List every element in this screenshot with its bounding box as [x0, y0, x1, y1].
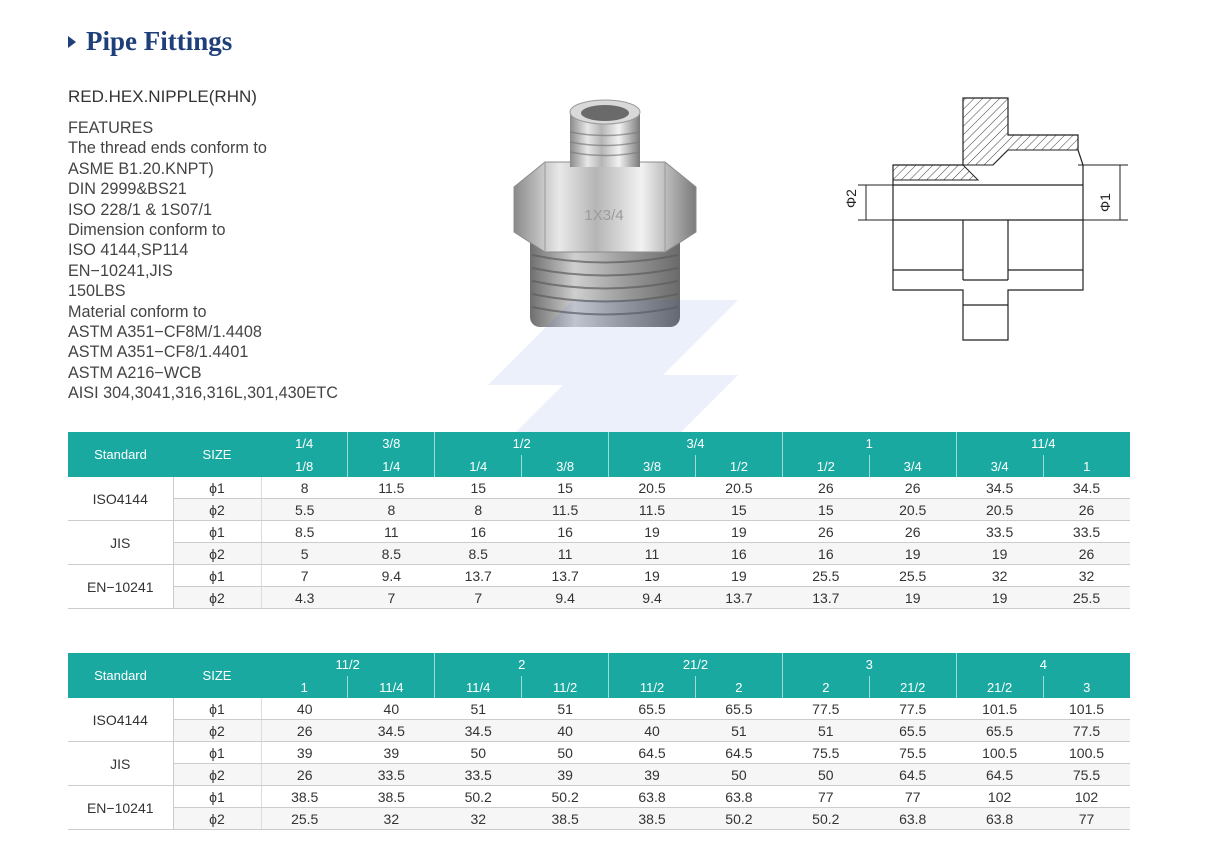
- feature-line: 150LBS: [68, 282, 126, 301]
- feature-line: FEATURES: [68, 119, 154, 137]
- header-sub-size: 11/4: [435, 676, 522, 698]
- dimension-label: ϕ1: [173, 565, 261, 587]
- feature-line: ISO 228/1 & 1S07/1: [68, 200, 212, 219]
- header-sub-size: 2: [695, 676, 782, 698]
- feature-line: EN−10241,JIS: [68, 261, 173, 280]
- dimension-label: ϕ2: [173, 808, 261, 830]
- header-size-group: 3/8: [348, 432, 435, 455]
- value-cell: 101.5: [1043, 698, 1130, 720]
- value-cell: 25.5: [261, 808, 348, 830]
- header-sub-size: 1/4: [348, 455, 435, 477]
- value-cell: 26: [261, 720, 348, 742]
- value-cell: 20.5: [956, 499, 1043, 521]
- table-row: [68, 565, 1130, 587]
- value-cell: 16: [522, 521, 609, 543]
- value-cell: 51: [695, 720, 782, 742]
- value-cell: 15: [695, 499, 782, 521]
- value-cell: 11.5: [348, 477, 435, 499]
- value-cell: 8.5: [261, 521, 348, 543]
- value-cell: 7: [435, 587, 522, 609]
- value-cell: 64.5: [609, 742, 696, 764]
- value-cell: 38.5: [522, 808, 609, 830]
- dimension-label: ϕ1: [173, 521, 261, 543]
- value-cell: 5.5: [261, 499, 348, 521]
- features-list: [68, 118, 338, 404]
- value-cell: 34.5: [435, 720, 522, 742]
- value-cell: 8: [261, 477, 348, 499]
- value-cell: 75.5: [869, 742, 956, 764]
- table-row: [68, 698, 1130, 720]
- value-cell: 38.5: [348, 786, 435, 808]
- value-cell: 11: [609, 543, 696, 565]
- standard-cell: EN−10241: [68, 565, 173, 609]
- standard-cell: ISO4144: [68, 698, 173, 742]
- value-cell: 8.5: [348, 543, 435, 565]
- value-cell: 8: [435, 499, 522, 521]
- value-cell: 40: [522, 720, 609, 742]
- value-cell: 65.5: [695, 698, 782, 720]
- value-cell: 65.5: [956, 720, 1043, 742]
- value-cell: 39: [609, 764, 696, 786]
- value-cell: 32: [956, 565, 1043, 587]
- header-sub-size: 1: [261, 676, 348, 698]
- value-cell: 50.2: [435, 786, 522, 808]
- value-cell: 102: [1043, 786, 1130, 808]
- value-cell: 25.5: [869, 565, 956, 587]
- table-row: [68, 521, 1130, 543]
- header-size-group: 1: [782, 432, 956, 455]
- triangle-bullet-icon: [68, 36, 76, 48]
- value-cell: 77: [782, 786, 869, 808]
- value-cell: 34.5: [1043, 477, 1130, 499]
- value-cell: 16: [782, 543, 869, 565]
- header-sub-size: 3/4: [869, 455, 956, 477]
- feature-line: DIN 2999&BS21: [68, 180, 187, 199]
- header-sub-size: 21/2: [956, 676, 1043, 698]
- header-size-group: 11/2: [261, 653, 435, 676]
- standard-cell: JIS: [68, 742, 173, 786]
- header-size-group: 21/2: [609, 653, 783, 676]
- value-cell: 63.8: [695, 786, 782, 808]
- value-cell: 13.7: [522, 565, 609, 587]
- table-row: [68, 786, 1130, 808]
- value-cell: 51: [435, 698, 522, 720]
- value-cell: 32: [1043, 565, 1130, 587]
- value-cell: 33.5: [1043, 521, 1130, 543]
- value-cell: 50: [782, 764, 869, 786]
- table-row: [68, 742, 1130, 764]
- value-cell: 11.5: [522, 499, 609, 521]
- dimension-label: ϕ2: [173, 499, 261, 521]
- table-row: [68, 808, 1130, 830]
- value-cell: 33.5: [435, 764, 522, 786]
- value-cell: 19: [869, 543, 956, 565]
- value-cell: 20.5: [695, 477, 782, 499]
- dimension-phi2: Φ2: [843, 189, 859, 208]
- value-cell: 50.2: [695, 808, 782, 830]
- value-cell: 51: [782, 720, 869, 742]
- header-sub-size: 1/8: [261, 455, 348, 477]
- value-cell: 50.2: [782, 808, 869, 830]
- value-cell: 4.3: [261, 587, 348, 609]
- value-cell: 38.5: [261, 786, 348, 808]
- value-cell: 26: [782, 521, 869, 543]
- dimension-label: ϕ2: [173, 543, 261, 565]
- header-sub-size: 11/4: [348, 676, 435, 698]
- feature-line: ASTM A351−CF8/1.4401: [68, 343, 249, 362]
- standard-cell: JIS: [68, 521, 173, 565]
- feature-line: ASTM A216−WCB: [68, 363, 202, 382]
- value-cell: 13.7: [695, 587, 782, 609]
- dimension-label: ϕ1: [173, 698, 261, 720]
- value-cell: 16: [435, 521, 522, 543]
- standard-cell: ISO4144: [68, 477, 173, 521]
- value-cell: 50: [522, 742, 609, 764]
- table-row: [68, 764, 1130, 786]
- value-cell: 77: [869, 786, 956, 808]
- header-sub-size: 2: [782, 676, 869, 698]
- value-cell: 51: [522, 698, 609, 720]
- feature-line: ISO 4144,SP114: [68, 241, 189, 260]
- header-size: SIZE: [173, 432, 261, 477]
- dimension-label: ϕ1: [173, 786, 261, 808]
- value-cell: 65.5: [869, 720, 956, 742]
- table-row: [68, 543, 1130, 565]
- value-cell: 33.5: [348, 764, 435, 786]
- value-cell: 8: [348, 499, 435, 521]
- header-size-group: 1/4: [261, 432, 348, 455]
- value-cell: 11: [522, 543, 609, 565]
- value-cell: 32: [348, 808, 435, 830]
- dimension-table-2: [68, 653, 1130, 830]
- value-cell: 25.5: [782, 565, 869, 587]
- header-sub-size: 1/2: [782, 455, 869, 477]
- value-cell: 26: [782, 477, 869, 499]
- value-cell: 15: [435, 477, 522, 499]
- value-cell: 40: [609, 720, 696, 742]
- value-cell: 13.7: [435, 565, 522, 587]
- value-cell: 19: [695, 521, 782, 543]
- table-header-row: [68, 432, 1130, 455]
- value-cell: 5: [261, 543, 348, 565]
- header-sub-size: 1/2: [695, 455, 782, 477]
- value-cell: 63.8: [869, 808, 956, 830]
- header-size-group: 11/4: [956, 432, 1130, 455]
- value-cell: 26: [869, 521, 956, 543]
- value-cell: 7: [261, 565, 348, 587]
- header-sub-size: 1: [1043, 455, 1130, 477]
- value-cell: 20.5: [609, 477, 696, 499]
- value-cell: 19: [956, 543, 1043, 565]
- dimension-label: ϕ2: [173, 764, 261, 786]
- header-sub-size: 21/2: [869, 676, 956, 698]
- dimension-label: ϕ2: [173, 720, 261, 742]
- page-title: [68, 26, 232, 57]
- header-size-group: 4: [956, 653, 1130, 676]
- header-size-group: 2: [435, 653, 609, 676]
- value-cell: 50: [435, 742, 522, 764]
- value-cell: 100.5: [1043, 742, 1130, 764]
- value-cell: 39: [261, 742, 348, 764]
- value-cell: 34.5: [956, 477, 1043, 499]
- value-cell: 101.5: [956, 698, 1043, 720]
- value-cell: 100.5: [956, 742, 1043, 764]
- header-sub-size: 3/4: [956, 455, 1043, 477]
- dimension-label: ϕ1: [173, 742, 261, 764]
- value-cell: 64.5: [695, 742, 782, 764]
- value-cell: 102: [956, 786, 1043, 808]
- value-cell: 9.4: [609, 587, 696, 609]
- value-cell: 26: [1043, 499, 1130, 521]
- value-cell: 63.8: [609, 786, 696, 808]
- value-cell: 8.5: [435, 543, 522, 565]
- dimension-table-1: [68, 432, 1130, 609]
- value-cell: 19: [609, 565, 696, 587]
- value-cell: 26: [1043, 543, 1130, 565]
- value-cell: 11: [348, 521, 435, 543]
- value-cell: 32: [435, 808, 522, 830]
- value-cell: 26: [869, 477, 956, 499]
- header-sub-size: 3: [1043, 676, 1130, 698]
- value-cell: 19: [695, 565, 782, 587]
- value-cell: 9.4: [348, 565, 435, 587]
- value-cell: 26: [261, 764, 348, 786]
- dimension-label: ϕ2: [173, 587, 261, 609]
- value-cell: 75.5: [782, 742, 869, 764]
- header-sub-size: 1/4: [435, 455, 522, 477]
- value-cell: 50: [695, 764, 782, 786]
- value-cell: 40: [261, 698, 348, 720]
- value-cell: 25.5: [1043, 587, 1130, 609]
- value-cell: 77.5: [869, 698, 956, 720]
- value-cell: 39: [348, 742, 435, 764]
- header-sub-size: 3/8: [609, 455, 696, 477]
- value-cell: 34.5: [348, 720, 435, 742]
- value-cell: 16: [695, 543, 782, 565]
- value-cell: 15: [782, 499, 869, 521]
- value-cell: 64.5: [956, 764, 1043, 786]
- table-row: [68, 587, 1130, 609]
- table-row: [68, 720, 1130, 742]
- value-cell: 64.5: [869, 764, 956, 786]
- header-size: SIZE: [173, 653, 261, 698]
- value-cell: 75.5: [1043, 764, 1130, 786]
- value-cell: 63.8: [956, 808, 1043, 830]
- dimension-phi1: Φ1: [1097, 193, 1113, 212]
- header-sub-size: 11/2: [609, 676, 696, 698]
- value-cell: 65.5: [609, 698, 696, 720]
- value-cell: 19: [609, 521, 696, 543]
- header-size-group: 1/2: [435, 432, 609, 455]
- value-cell: 20.5: [869, 499, 956, 521]
- product-name: RED.HEX.NIPPLE(RHN): [68, 87, 257, 106]
- value-cell: 77.5: [1043, 720, 1130, 742]
- feature-line: ASTM A351−CF8M/1.4408: [68, 323, 262, 342]
- table-row: [68, 477, 1130, 499]
- value-cell: 39: [522, 764, 609, 786]
- value-cell: 50.2: [522, 786, 609, 808]
- header-size-group: 3/4: [609, 432, 783, 455]
- header-sub-size: 3/8: [522, 455, 609, 477]
- feature-line: ASME B1.20.KNPT): [68, 159, 214, 178]
- value-cell: 33.5: [956, 521, 1043, 543]
- header-standard: Standard: [68, 432, 173, 477]
- header-sub-size: 11/2: [522, 676, 609, 698]
- value-cell: 19: [869, 587, 956, 609]
- feature-line: Material conform to: [68, 302, 207, 321]
- header-standard: Standard: [68, 653, 173, 698]
- standard-cell: EN−10241: [68, 786, 173, 830]
- feature-line: AISI 304,3041,316,316L,301,430ETC: [68, 384, 339, 403]
- value-cell: 13.7: [782, 587, 869, 609]
- page-title-text: Pipe Fittings: [86, 26, 233, 56]
- value-cell: 19: [956, 587, 1043, 609]
- value-cell: 9.4: [522, 587, 609, 609]
- value-cell: 38.5: [609, 808, 696, 830]
- technical-drawing: [838, 90, 1138, 350]
- value-cell: 15: [522, 477, 609, 499]
- fitting-marking: 1X3/4: [584, 207, 624, 224]
- table-row: [68, 499, 1130, 521]
- feature-line: The thread ends conform to: [68, 139, 267, 158]
- header-size-group: 3: [782, 653, 956, 676]
- value-cell: 7: [348, 587, 435, 609]
- value-cell: 40: [348, 698, 435, 720]
- feature-line: Dimension conform to: [68, 221, 226, 240]
- dimension-label: ϕ1: [173, 477, 261, 499]
- table-header-row: [68, 653, 1130, 676]
- value-cell: 77: [1043, 808, 1130, 830]
- value-cell: 77.5: [782, 698, 869, 720]
- value-cell: 11.5: [609, 499, 696, 521]
